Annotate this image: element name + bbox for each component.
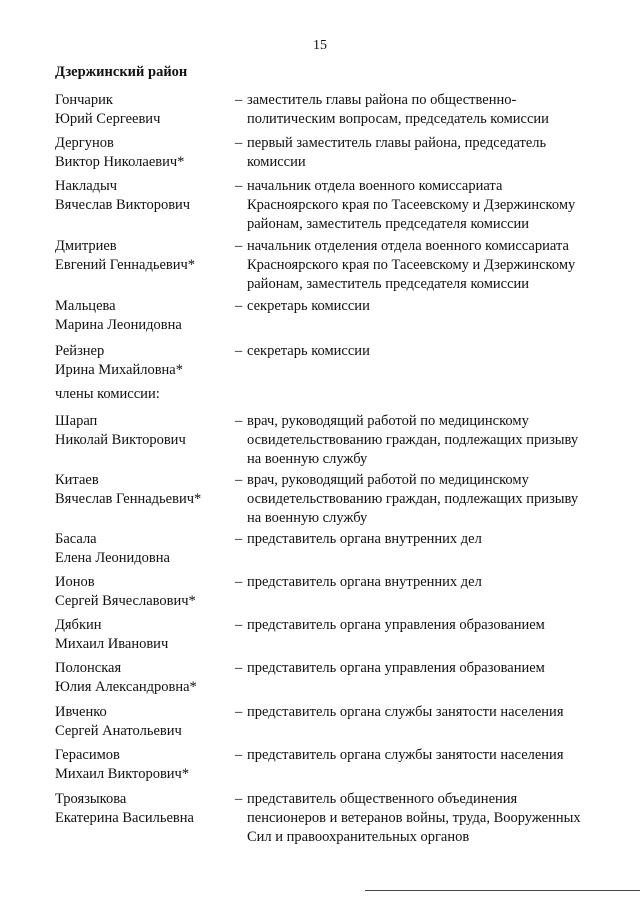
given-names: Евгений Геннадьевич* [55,257,196,273]
section-title: Дзержинский район [55,64,188,80]
surname: Басала [55,531,97,547]
role-line: на военную службу [247,451,368,467]
role-line: начальник отделения отдела военного комиссариата [247,238,569,254]
dash: – [235,343,243,359]
role-line: Сил и правоохранительных органов [247,829,470,845]
member-role [235,790,615,847]
surname: Полонская [55,660,122,676]
dash: – [235,135,243,151]
dash: – [235,238,243,254]
member-name [55,616,235,654]
role-line: секретарь комиссии [247,343,370,359]
role-line: секретарь комиссии [247,298,370,314]
role-text [235,237,615,294]
member-name [55,530,235,568]
dash: – [235,791,243,807]
member-role [235,616,615,635]
role-line: представитель органа службы занятости населения [247,747,564,763]
role-line: освидетельствованию граждан, подлежащих призыву [247,432,579,448]
members-label: члены комиссии: [55,386,160,402]
given-names: Екатерина Васильевна [55,810,194,826]
dash: – [235,298,243,314]
member-role [235,134,615,172]
dash: – [235,617,243,633]
given-names: Виктор Николаевич* [55,154,185,170]
member-role [235,297,615,316]
given-names: Сергей Вячеславович* [55,593,196,609]
given-names: Марина Леонидовна [55,317,182,333]
dash: – [235,472,243,488]
given-names: Вячеслав Геннадьевич* [55,491,202,507]
role-text [235,616,615,635]
dash: – [235,574,243,590]
member-name [55,412,235,450]
role-line: представитель органа управления образованием [247,617,545,633]
member-name [55,134,235,172]
member-role [235,703,615,722]
member-name [55,703,235,741]
member-role [235,91,615,129]
surname: Герасимов [55,747,120,763]
role-line: начальник отдела военного комиссариата [247,178,503,194]
surname: Шарап [55,413,98,429]
role-line: Красноярского края по Тасеевскому и Дзержинскому [247,257,576,273]
role-text [235,746,615,765]
role-line: представитель органа внутренних дел [247,531,482,547]
surname: Дергунов [55,135,114,151]
page-bottom-rule [365,890,640,891]
member-role [235,573,615,592]
role-line: районам, заместитель председателя комиссии [247,216,530,232]
role-text [235,412,615,469]
given-names: Николай Викторович [55,432,186,448]
given-names: Вячеслав Викторович [55,197,191,213]
role-line: первый заместитель главы района, председатель [247,135,547,151]
dash: – [235,413,243,429]
role-line: освидетельствованию граждан, подлежащих призыву [247,491,579,507]
given-names: Ирина Михайловна* [55,362,183,378]
surname: Дмитриев [55,238,117,254]
member-name [55,790,235,828]
surname: Рейзнер [55,343,105,359]
role-text [235,471,615,528]
member-name [55,177,235,215]
given-names: Михаил Иванович [55,636,169,652]
member-role [235,530,615,549]
member-name [55,659,235,697]
given-names: Михаил Викторович* [55,766,190,782]
role-line: на военную службу [247,510,368,526]
role-line: представитель органа управления образованием [247,660,545,676]
surname: Накладыч [55,178,118,194]
given-names: Сергей Анатольевич [55,723,182,739]
surname: Китаев [55,472,99,488]
member-name [55,746,235,784]
given-names: Юлия Александровна* [55,679,197,695]
member-name [55,237,235,275]
role-line: врач, руководящий работой по медицинскому [247,472,529,488]
member-name [55,297,235,335]
dash: – [235,660,243,676]
role-line: политическим вопросам, председатель комиссии [247,111,549,127]
role-text [235,342,615,361]
dash: – [235,92,243,108]
dash: – [235,704,243,720]
member-name [55,471,235,509]
member-role [235,471,615,528]
role-line: представитель органа внутренних дел [247,574,482,590]
surname: Ивченко [55,704,107,720]
surname: Ионов [55,574,95,590]
member-role [235,412,615,469]
role-line: представитель общественного объединения [247,791,518,807]
role-line: врач, руководящий работой по медицинскому [247,413,529,429]
member-role [235,237,615,294]
given-names: Елена Леонидовна [55,550,170,566]
member-role [235,177,615,234]
role-text [235,134,615,172]
surname: Гончарик [55,92,113,108]
role-text [235,530,615,549]
member-role [235,746,615,765]
member-name [55,342,235,380]
role-text [235,573,615,592]
dash: – [235,531,243,547]
member-role [235,659,615,678]
surname: Дябкин [55,617,102,633]
role-line: представитель органа службы занятости населения [247,704,564,720]
surname: Мальцева [55,298,116,314]
role-text [235,177,615,234]
role-line: пенсионеров и ветеранов войны, труда, Вооруженных [247,810,581,826]
member-name [55,573,235,611]
role-line: районам, заместитель председателя комиссии [247,276,530,292]
role-line: заместитель главы района по общественно- [247,92,517,108]
page-number: 15 [313,38,327,53]
surname: Троязыкова [55,791,127,807]
role-line: комиссии [247,154,306,170]
member-name [55,91,235,129]
role-text [235,703,615,722]
dash: – [235,178,243,194]
role-line: Красноярского края по Тасеевскому и Дзержинскому [247,197,576,213]
role-text [235,91,615,129]
dash: – [235,747,243,763]
role-text [235,297,615,316]
role-text [235,790,615,847]
role-text [235,659,615,678]
given-names: Юрий Сергеевич [55,111,161,127]
member-role [235,342,615,361]
